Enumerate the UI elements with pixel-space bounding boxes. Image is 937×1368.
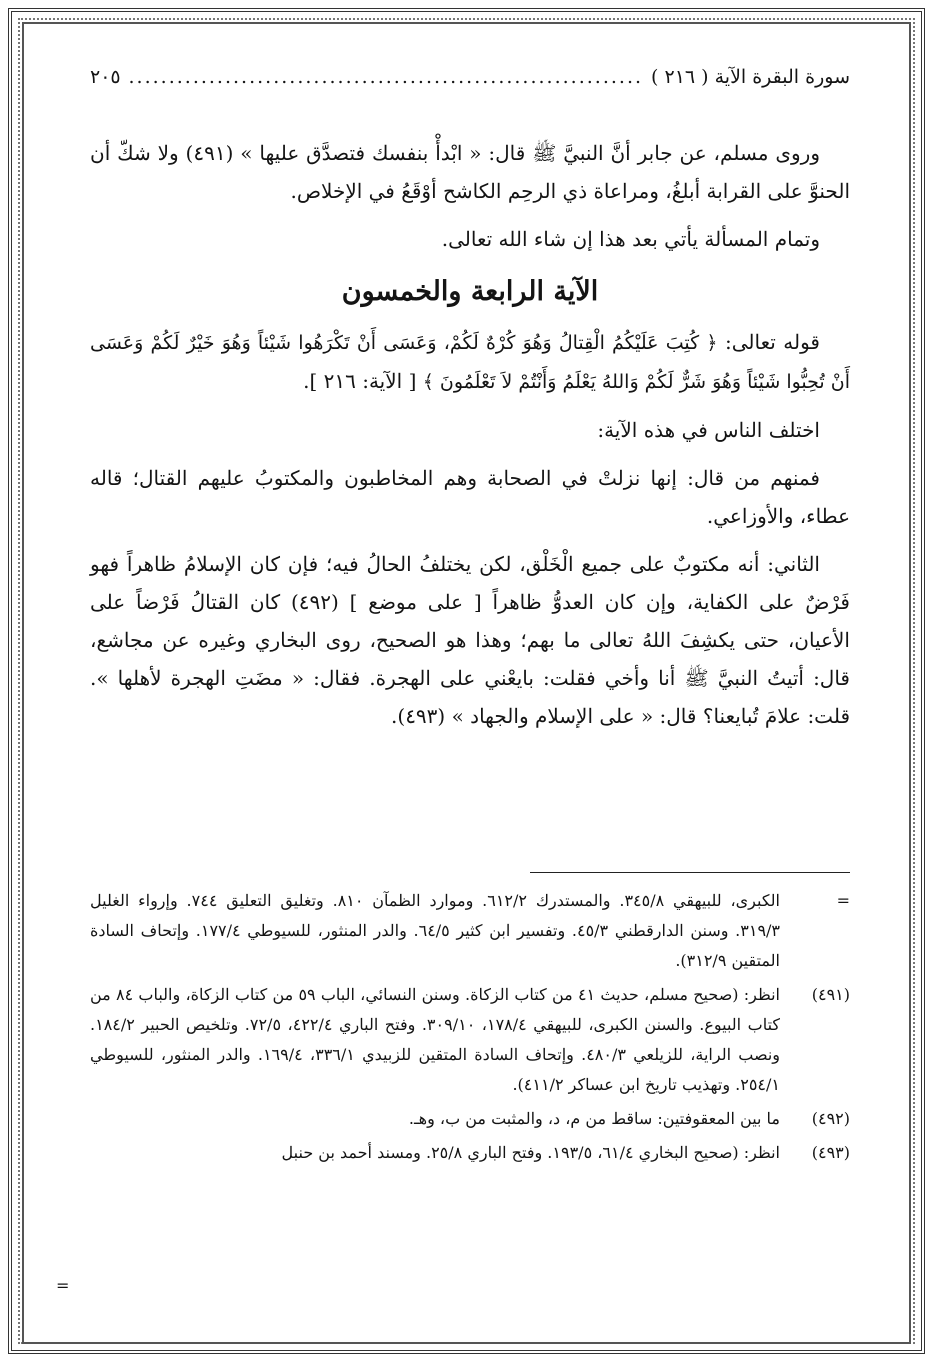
page-number: ٢٠٥ [90, 66, 121, 88]
footnote-text: الكبرى، للبيهقي ٣٤٥/٨. والمستدرك ٦١٢/٢. وموارد الظمآن ٨١٠. وتغليق التعليق ٧٤٤. وإرواء الغليل ٣١٩/٣. وسنن الدارقطني ٤٥/٣. وتفسير ابن كثير ٦٤/٥. والدر المنثور، للسيوطي ١٧٧/٤. وإتحاف السادة المتقين ٣١٢/٩). [90, 891, 781, 970]
verse-reference: [ الآية: ٢١٦ ]. [303, 369, 417, 393]
footnote-text: انظر: (صحيح مسلم، حديث ٤١ من كتاب الزكاة. وسنن النسائي، الباب ٥٩ من كتاب الزكاة، والباب ٨٤ من كتاب البيوع. والسنن الكبرى، للبيهقي ١٧٨/٤، ٣٠٩/١٠. وفتح الباري ٤٢٢/٤، ٧٢/٥. وتلخيص الحبير ١٨٤/٢. ونصب الراية، للزيلعي ٤٨٠/٣. وإتحاف السادة المتقين للزبيدي ٣٣٦/١، ١٦٩/٤. والدر المنثور، للسيوطي ٢٥٤/١. وتهذيب تاريخ ابن عساكر ٤١١/٢). [90, 985, 781, 1094]
footnote-number: (٤٩٣) [811, 1143, 850, 1162]
continuation-mark: = [56, 1276, 70, 1295]
paragraph: الثاني: أنه مكتوبٌ على جميع الْخَلْق، لكن يختلفُ الحالُ فيه؛ فإن كان الإسلامُ ظاهراً فهو فَرْضٌ على الكفاية، وإن كان العدوُّ ظاهراً [ على موضع ] (٤٩٢) كان القتالُ فَرْضاً على الأعيان، حتى يكشِفَ اللهُ تعالى ما بهم؛ وهذا هو الصحيح، روى البخاري وغيره عن مجاشع، قال: أتيتُ النبيَّ ﷺ أنا وأخي فقلت: بايعْني على الهجرة. فقال: « مضَتِ الهجرة لأهلها ». قلت: علامَ تُبايعنا؟ قال: « على الإسلام والجهاد » (٤٩٣). [90, 552, 850, 728]
footnote-text: ما بين المعقوفتين: ساقط من م، د، والمثبت من ب، وهـ. [408, 1109, 780, 1128]
running-header [90, 66, 850, 102]
footnote-number: (٤٩٢) [811, 1109, 850, 1128]
page-content [90, 66, 850, 1306]
footnote [90, 1138, 850, 1168]
quran-verse: ﴿ كُتِبَ عَلَيْكُمُ الْقِتالُ وَهُوَ كُرْهٌ لَكُمْ، وَعَسَى أَنْ تَكْرَهُوا شَيْئاً وَهُوَ خَيْرٌ لَكُمْ وَعَسَى أَنْ تُحِبُّوا شَيْئاً وَهُوَ شَرٌّ لَكُمْ وَاللهُ يَعْلَمُ وَأَنْتُمْ لاَ تَعْلَمُونَ ﴾ [90, 332, 850, 393]
header-title: سورة البقرة الآية ( ٢١٦ ) [651, 66, 850, 88]
verse-paragraph [90, 323, 850, 401]
paragraph: اختلف الناس في هذه الآية: [597, 418, 820, 442]
footnote-number: (٤٩١) [811, 985, 850, 1004]
paragraph: وتمام المسألة يأتي بعد هذا إن شاء الله تعالى. [441, 227, 820, 251]
footnotes [90, 886, 850, 1172]
footnote-text: انظر: (صحيح البخاري ٦١/٤، ١٩٣/٥. وفتح الباري ٢٥/٨. ومسند أحمد بن حنبل [281, 1143, 780, 1162]
footnote-number: = [836, 891, 850, 910]
verse-intro: قوله تعالى: [724, 330, 820, 354]
section-heading: الآية الرابعة والخمسون [341, 276, 599, 307]
paragraph: فمنهم من قال: إنها نزلتْ في الصحابة وهم المخاطبون والمكتوبُ عليهم القتال؛ قاله عطاء، والأوزاعي. [90, 466, 850, 528]
footnote-separator [530, 872, 850, 873]
footnote [90, 980, 850, 1100]
header-leader-dots [129, 66, 643, 88]
paragraph: وروى مسلم، عن جابر أنَّ النبيَّ ﷺ قال: « ابْدأْ بنفسك فتصدَّق عليها » (٤٩١) ولا شكّ أن الحنوَّ على القرابة أبلغُ، ومراعاة ذي الرحِم الكاشح أوْقَعُ في الإخلاص. [90, 141, 850, 203]
footnote [90, 1104, 850, 1134]
footnote [90, 886, 850, 976]
